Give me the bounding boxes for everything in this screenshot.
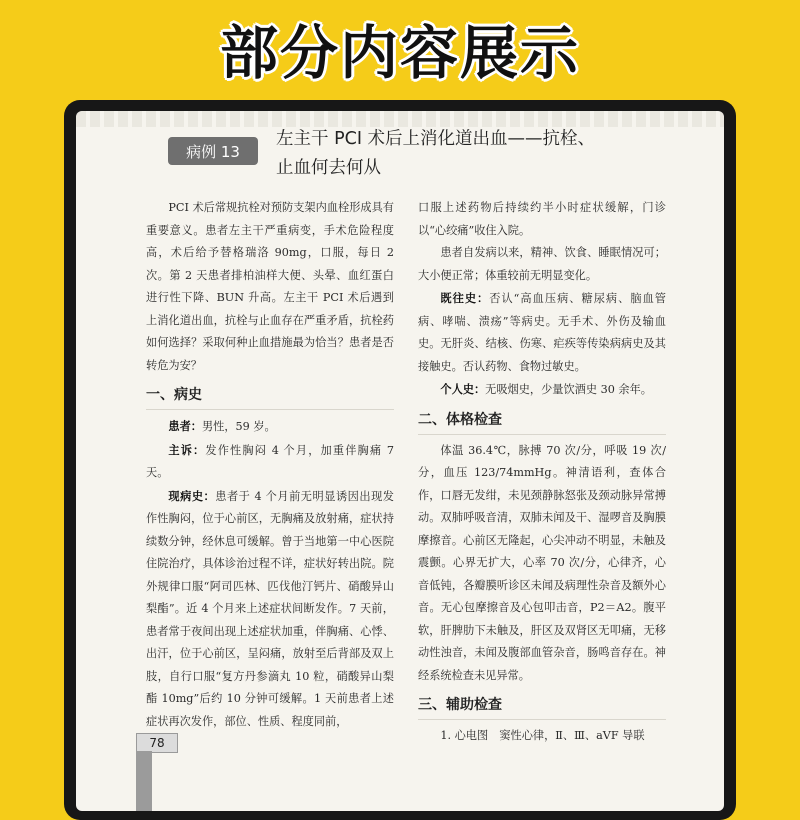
- patient-label: 患者：: [168, 419, 202, 433]
- right-column: [418, 197, 666, 748]
- promo-banner: [0, 0, 800, 96]
- intro-paragraph: PCI 术后常规抗栓对预防支架内血栓形成具有重要意义。患者左主干严重病变，手术危险程度高，术后给予替格瑞洛 90mg，口服，每日 2 次。第 2 天患者排柏油样大便、头晕、血红蛋白进行性下降、BUN 升高。左主干 PCI 术后遇到上消化道出血，抗栓与止血存在严重矛盾，抗栓药如何选择？采取何种止血措施最为恰当？患者是否转危为安？: [146, 201, 394, 372]
- exam-paragraph: 体温 36.4℃，脉搏 70 次/分，呼吸 19 次/分，血压 123/74mmHg。神清语利，查体合作，口唇无发绀，未见颈静脉怒张及颈动脉异常搏动。双肺呼吸音清，双肺未闻及干、湿啰音及胸膜摩擦音。心前区无隆起，心尖冲动不明显，未触及震颤。心界无扩大，心率 70 次/分，心律齐，心音低钝，各瓣膜听诊区未闻及病理性杂音及额外心音。无心包摩擦音及心包叩击音，P2＝A2。腹平软，肝脾肋下未触及，肝区及双肾区无叩痛，无移动性浊音，未闻及腹部血管杂音，肠鸣音存在。神经系统检查未见异常。: [418, 443, 666, 682]
- section-history-heading: 一、病史: [146, 383, 394, 410]
- page-number-bar: [136, 751, 152, 811]
- case-title: [276, 125, 716, 183]
- left-column: [146, 197, 394, 733]
- general-condition-paragraph: 患者自发病以来，精神、饮食、睡眠情况可；大小便正常；体重较前无明显变化。: [418, 246, 666, 282]
- case-number-badge: 病例 13: [168, 137, 258, 165]
- personal-history-paragraph: [418, 378, 666, 402]
- case-title-line-1: 左主干 PCI 术后上消化道出血——抗栓、: [276, 129, 596, 149]
- past-history-text: 否认“高血压病、糖尿病、脑血管病、哮喘、溃疡”等病史。无手术、外伤及输血史。无肝炎、结核、伤寒、疟疾等传染病病史及其接触史。否认药物、食物过敏史。: [418, 292, 666, 373]
- complaint-text: 发作性胸闷 4 个月，加重伴胸痛 7 天。: [146, 443, 394, 479]
- complaint-paragraph: [146, 439, 394, 485]
- continued-paragraph: 口服上述药物后持续约半小时症状缓解，门诊以“心绞痛”收住入院。: [418, 201, 666, 237]
- case-title-line-2: 止血何去何从: [276, 158, 381, 178]
- page-number: 78: [136, 733, 178, 753]
- present-illness-text: 患者于 4 个月前无明显诱因出现发作性胸闷，位于心前区，无胸痛及放射痛，症状持续数分钟，经休息可缓解。曾于当地第一中心医院住院治疗，具体诊治过程不详，症状好转出院。院外规律口服“阿司匹林、匹伐他汀钙片、硝酸异山梨酯”。近 4 个月来上述症状间断发作。7 天前，患者常于夜间出现上述症状加重，伴胸痛、心悸、出汗，位于心前区，呈闷痛，放射至后背部及双上肢，自行口服“复方丹参滴丸 10 粒，硝酸异山梨酯 10mg”后约 10 分钟可缓解。1 天前患者上述症状再次发作，部位、性质、程度同前，: [146, 489, 394, 728]
- patient-text: 男性，59 岁。: [201, 420, 276, 433]
- aux-paragraph: 1. 心电图 窦性心律，Ⅱ、Ⅲ、aVF 导联: [440, 729, 645, 742]
- past-history-label: 既往史：: [440, 291, 490, 305]
- section-exam-heading: 二、体格检查: [418, 408, 666, 435]
- banner-title: 部分内容展示: [219, 19, 580, 87]
- personal-history-label: 个人史：: [440, 382, 486, 396]
- past-history-paragraph: [418, 287, 666, 378]
- section-aux-heading: 三、辅助检查: [418, 693, 666, 720]
- present-illness-paragraph: [146, 485, 394, 734]
- complaint-label: 主诉：: [168, 442, 206, 457]
- personal-history-text: 无吸烟史，少量饮酒史 30 余年。: [485, 383, 652, 396]
- patient-paragraph: [146, 415, 394, 439]
- present-illness-label: 现病史：: [168, 488, 216, 503]
- book-page: [76, 111, 724, 811]
